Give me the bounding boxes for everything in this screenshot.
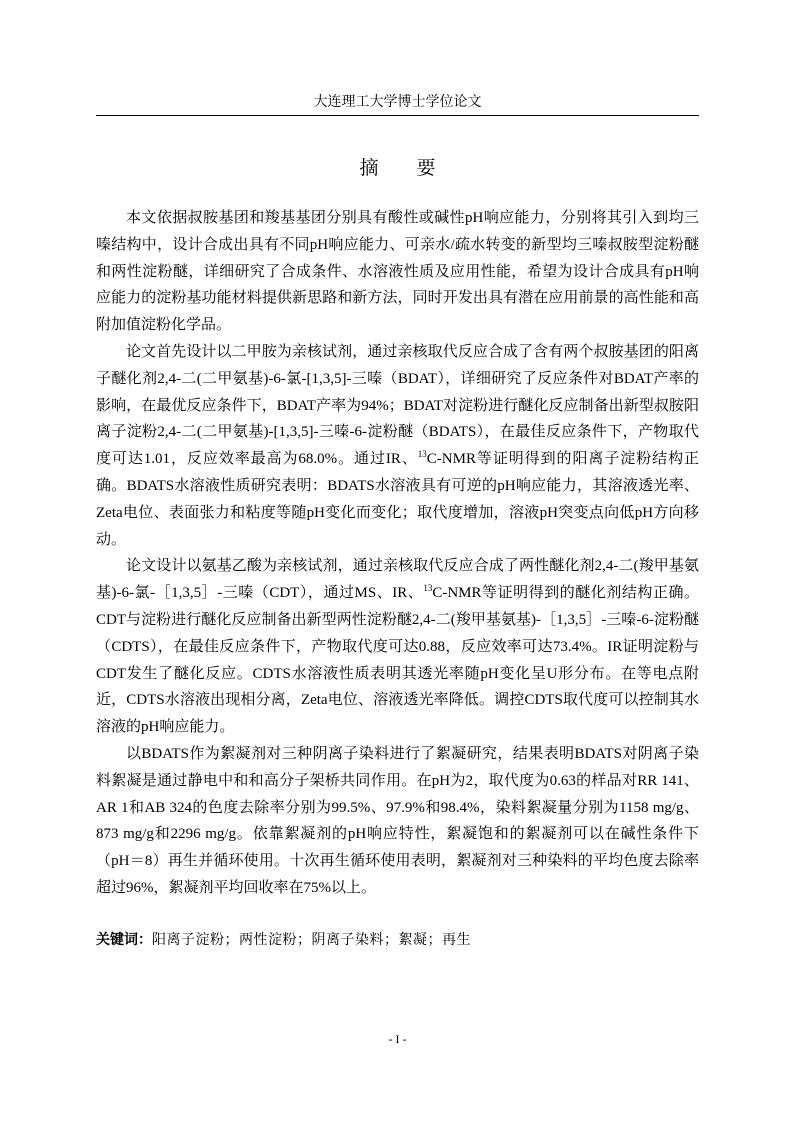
keywords-label: 关键词： bbox=[96, 932, 152, 948]
abstract-paragraph-2: 论文首先设计以二甲胺为亲核试剂，通过亲核取代反应合成了含有两个叔胺基团的阳离子醚化剂2,4-二(二甲氨基)-6-氯-[1,3,5]-三嗪（BDAT），详细研究了反应条件对BDAT产率的影响，在最优反应条件下，BDAT产率为94%；BDAT对淀粉进行醚化反应制备出新型叔胺阳离子淀粉2,4-二(二甲氨基)-[1,3,5]-三嗪-6-淀粉醚（BDATS），在最佳反应条件下，产物取代度可达1.01，反应效率最高为68.0%。通过IR、$^{13}$C-NMR等证明得到的阳离子淀粉结构正确。BDATS水溶液性质研究表明：BDATS水溶液具有可逆的pH响应能力，其溶液透光率、Zeta电位、表面张力和粘度等随pH变化而变化；取代度增加，溶液pH突变点向低pH方向移动。 bbox=[96, 343, 700, 548]
abstract-title: 摘 要 bbox=[359, 157, 436, 179]
page-number: - I - bbox=[388, 1032, 407, 1046]
running-header: 大连理工大学博士学位论文 bbox=[313, 95, 482, 110]
keywords-value: 阳离子淀粉；两性淀粉；阴离子染料；絮凝；再生 bbox=[152, 932, 471, 948]
keywords-line bbox=[96, 930, 699, 950]
abstract-paragraph-1: 本文依据叔胺基团和羧基基团分别具有酸性或碱性pH响应能力，分别将其引入到均三嗪结构中，设计合成出具有不同pH响应能力、可亲水/疏水转变的新型均三嗪叔胺型淀粉醚和两性淀粉醚，详细研究了合成条件、水溶液性质及应用性能，希望为设计合成具有pH响应能力的淀粉基功能材料提供新思路和新方法，同时开发出具有潜在应用前景的高性能和高附加值淀粉化学品。 bbox=[96, 210, 699, 334]
abstract-body bbox=[96, 205, 699, 902]
abstract-paragraph-4: 以BDATS作为絮凝剂对三种阴离子染料进行了絮凝研究，结果表明BDATS对阴离子染料絮凝是通过静电中和和高分子架桥共同作用。在pH为2，取代度为0.63的样品对RR 141、AR 1和AB 324的色度去除率分别为99.5%、97.9%和98.4%，染料絮凝量分别为1158 mg/g、873 mg/g和2296 mg/g。依靠絮凝剂的pH响应特性，絮凝饱和的絮凝剂可以在碱性条件下（pH＝8）再生并循环使用。十次再生循环使用表明，絮凝剂对三种染料的平均色度去除率超过96%，絮凝剂平均回收率在75%以上。 bbox=[96, 745, 699, 896]
header-rule bbox=[96, 115, 699, 116]
abstract-paragraph-3: 论文设计以氨基乙酸为亲核试剂，通过亲核取代反应合成了两性醚化剂2,4-二(羧甲基氨基)-6-氯-［1,3,5］-三嗪（CDT），通过MS、IR、$^{13}$C-NMR等证明得到的醚化剂结构正确。CDT与淀粉进行醚化反应制备出新型两性淀粉醚2,4-二(羧甲基氨基)-［1,3,5］-三嗪-6-淀粉醚（CDTS），在最佳反应条件下，产物取代度可达0.88，反应效率可达73.4%。IR证明淀粉与CDT发生了醚化反应。CDTS水溶液性质表明其透光率随pH变化呈U形分布。在等电点附近，CDTS水溶液出现相分离，Zeta电位、溶液透光率降低。调控CDTS取代度可以控制其水溶液的pH响应能力。 bbox=[96, 558, 699, 736]
